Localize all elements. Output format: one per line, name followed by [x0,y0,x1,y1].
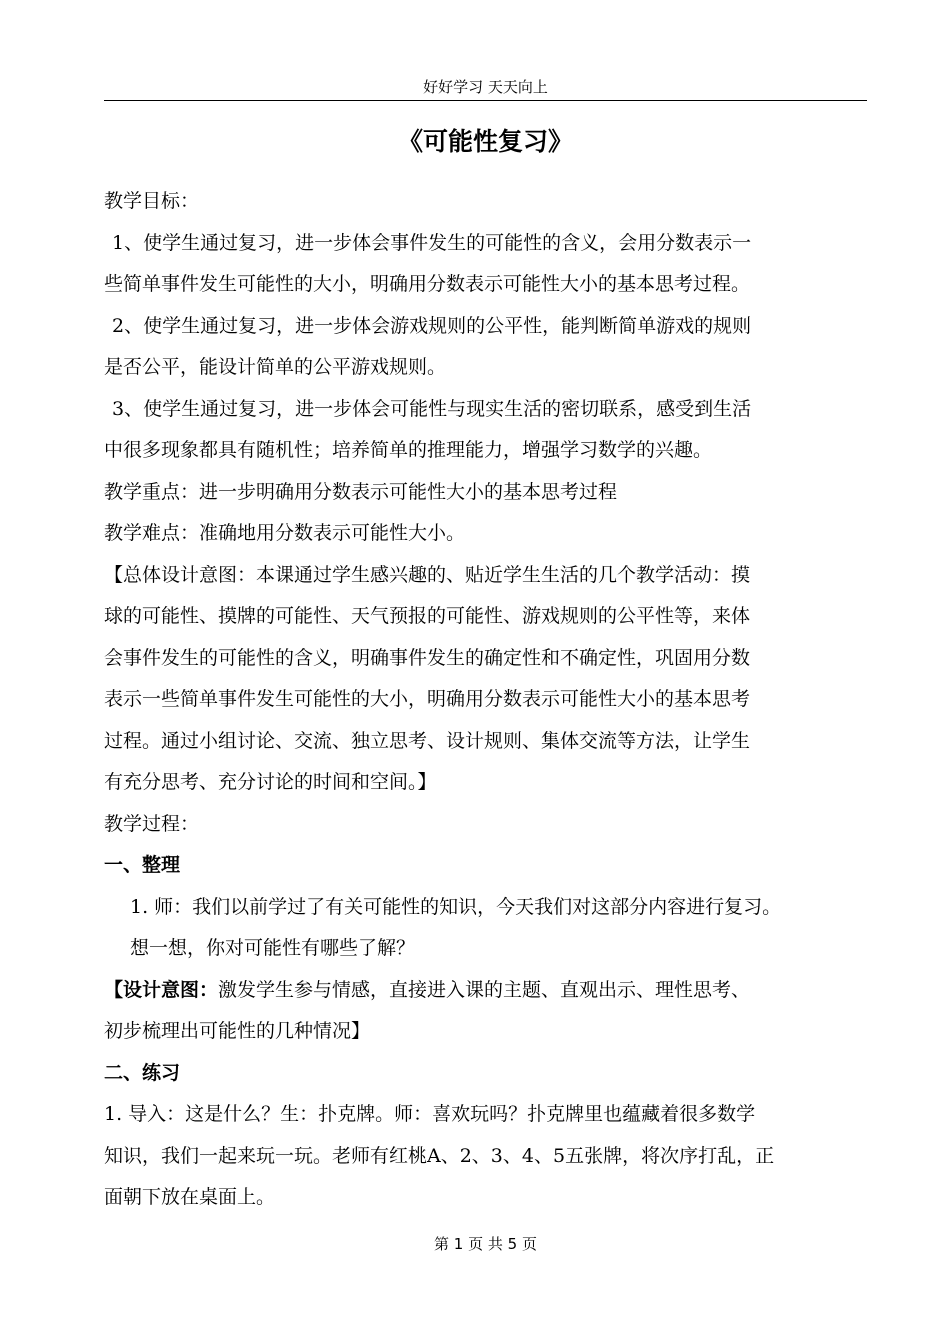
header-divider [104,100,867,101]
section-2-item-1-line-2: 知识，我们一起来玩一玩。老师有红桃A、2、3、4、5五张牌，将次序打乱，正 [104,1144,775,1167]
section-1-intent-line-2: 初步梳理出可能性的几种情况】 [104,1020,371,1042]
section-2-heading: 二、练习 [104,1061,181,1084]
section-2-item-1-line-3: 面朝下放在桌面上。 [104,1186,276,1208]
design-intent-line-2: 球的可能性、摸牌的可能性、天气预报的可能性、游戏规则的公平性等，来体 [104,605,751,627]
objective-2-line-2: 是否公平，能设计简单的公平游戏规则。 [104,356,447,378]
section-1-item-1-line-1: 1. 师：我们以前学过了有关可能性的知识，今天我们对这部分内容进行复习。 [130,895,782,918]
difficulty: 教学难点：准确地用分数表示可能性大小。 [104,522,466,544]
design-intent-line-6: 有充分思考、充分讨论的时间和空间。】 [104,771,437,793]
design-intent-line-5: 过程。通过小组讨论、交流、独立思考、设计规则、集体交流等方法，让学生 [104,729,751,752]
objective-3-line-2: 中很多现象都具有随机性；培养简单的推理能力，增强学习数学的兴趣。 [104,439,713,461]
page-footer: 第 1 页 共 5 页 [434,1235,537,1253]
section-1-intent-label: 【设计意图： [104,978,219,1001]
section-1-item-1-line-2: 想一想，你对可能性有哪些了解？ [130,937,416,959]
objective-1-line-2: 些简单事件发生可能性的大小，明确用分数表示可能性大小的基本思考过程。 [104,273,751,295]
section-1-intent-text: 激发学生参与情感，直接进入课的主题、直观出示、理性思考、 [218,978,751,1001]
objectives-heading: 教学目标： [104,190,200,212]
design-intent-line-1: 【总体设计意图：本课通过学生感兴趣的、贴近学生生活的几个教学活动：摸 [104,563,751,586]
document-body [104,181,874,1219]
key-point: 教学重点：进一步明确用分数表示可能性大小的基本思考过程 [104,480,618,503]
objective-3-line-1: 3、使学生通过复习，进一步体会可能性与现实生活的密切联系，感受到生活 [112,397,752,420]
process-heading: 教学过程： [104,812,200,835]
objective-2-line-1: 2、使学生通过复习，进一步体会游戏规则的公平性，能判断简单游戏的规则 [112,314,752,337]
section-1-heading: 一、整理 [104,854,181,876]
document-title: 《可能性复习》 [397,127,573,156]
design-intent-line-4: 表示一些简单事件发生可能性的大小，明确用分数表示可能性大小的基本思考 [104,688,751,710]
objective-1-line-1: 1、使学生通过复习，进一步体会事件发生的可能性的含义，会用分数表示一 [112,231,752,254]
design-intent-line-3: 会事件发生的可能性的含义，明确事件发生的确定性和不确定性，巩固用分数 [104,646,751,669]
section-1-intent-line-1 [104,970,874,1012]
section-2-item-1-line-1: 1. 导入：这是什么？生：扑克牌。师：喜欢玩吗？扑克牌里也蕴藏着很多数学 [104,1103,756,1125]
page-header: 好好学习 天天向上 [423,78,548,96]
